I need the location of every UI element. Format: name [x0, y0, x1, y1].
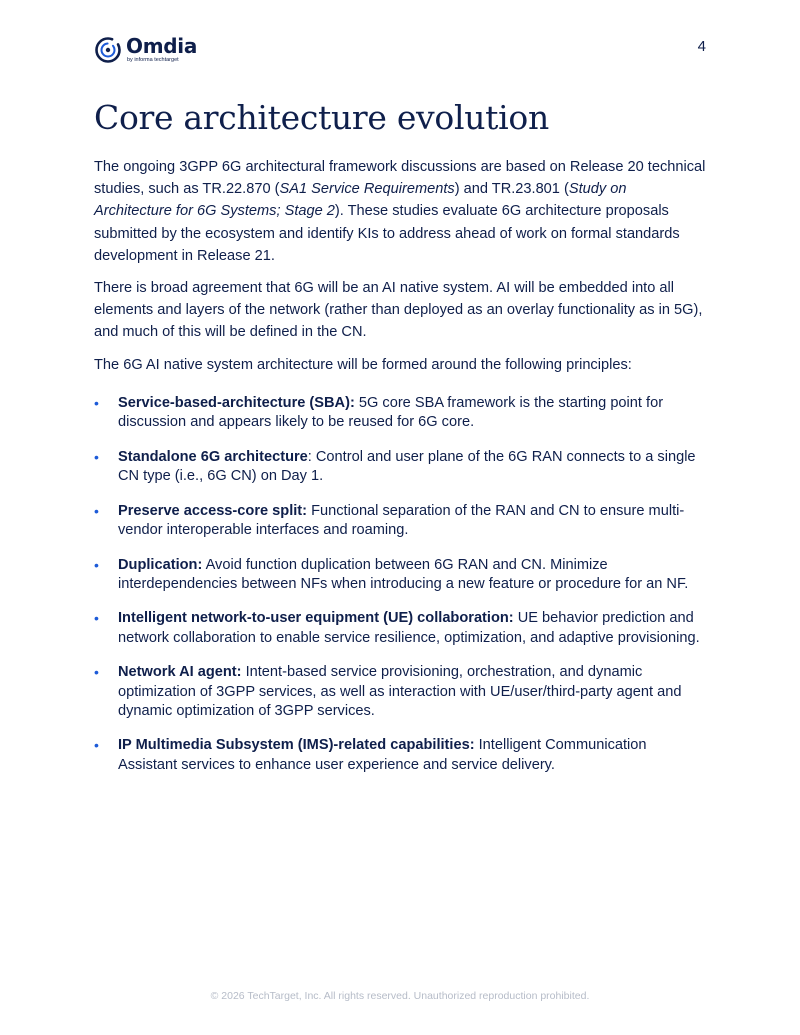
body-content — [94, 156, 706, 790]
principle-term: Intelligent network-to-user equipment (UE) collaboration: — [118, 610, 514, 627]
list-item — [94, 609, 706, 647]
principle-text: Intent-based service provisioning, orchestration, and dynamic optimization of 3GPP services, as well as interaction with UE/user/third-party agent and dynamic optimization of 3GPP services. — [118, 664, 682, 719]
list-item — [94, 502, 706, 540]
page-title: Core architecture evolution — [94, 98, 549, 137]
bullet-icon: • — [94, 737, 99, 754]
omdia-logo-icon — [94, 36, 122, 64]
bullet-icon: • — [94, 610, 99, 627]
list-item — [94, 394, 706, 432]
principle-text: Functional separation of the RAN and CN to ensure multi-vendor interoperable interfaces and roaming. — [118, 502, 685, 538]
logo-tagline: by informa techtarget — [127, 57, 179, 64]
principle-term: Standalone 6G architecture — [118, 448, 308, 465]
intro-text-2: ) and TR.23.801 ( — [454, 181, 569, 198]
principle-text: Avoid function duplication between 6G RAN and CN. Minimize interdependencies between NFs when introducing a new feature or procedure for an NF. — [118, 556, 689, 592]
omdia-logo — [94, 36, 197, 64]
intro-italic-2: Study on Architecture for 6G Systems; Stage 2 — [94, 181, 627, 220]
list-item — [94, 736, 706, 774]
principle-term: Service-based-architecture (SBA): — [118, 394, 355, 411]
intro-italic-1: SA1 Service Requirements — [279, 181, 455, 198]
ai-native-paragraph: There is broad agreement that 6G will be an AI native system. AI will be embedded into all elements and layers of the network (rather than deployed as an overlay functionality as in 5G), and much of this will be defined in the CN. — [94, 280, 703, 341]
list-item — [94, 556, 706, 594]
principle-text: 5G core SBA framework is the starting point for discussion and appears likely to be reused for 6G core. — [118, 394, 664, 431]
page-number: 4 — [697, 38, 706, 55]
principle-text: : Control and user plane of the 6G RAN connects to a single CN type (i.e., 6G CN) on Day 1. — [118, 448, 696, 484]
intro-paragraph — [94, 156, 706, 267]
logo-wordmark: Omdia — [126, 34, 198, 59]
intro-text-1: The ongoing 3GPP 6G architectural framework discussions are based on Release 20 technical studies, such as TR.22.870 ( — [94, 159, 706, 198]
principle-text: Intelligent Communication Assistant services to enhance user experience and service delivery. — [118, 737, 647, 773]
bullet-icon: • — [94, 664, 99, 681]
intro-text-3: ). These studies evaluate 6G architecture proposals submitted by the ecosystem and identify KIs to address ahead of work on formal standards development in Release 21. — [94, 203, 680, 264]
bullet-icon: • — [94, 448, 99, 465]
principle-text: UE behavior prediction and network collaboration to enable service resilience, optimization, and adaptive provisioning. — [118, 610, 700, 646]
principle-term: Duplication: — [118, 556, 203, 573]
principles-intro: The 6G AI native system architecture will be formed around the following principles: — [94, 356, 632, 373]
principle-term: IP Multimedia Subsystem (IMS)-related capabilities: — [118, 737, 475, 754]
principle-term: Network AI agent: — [118, 664, 242, 681]
bullet-icon: • — [94, 556, 99, 573]
bullet-icon: • — [94, 502, 99, 519]
list-item — [94, 663, 706, 721]
principles-list — [94, 394, 706, 775]
list-item — [94, 448, 706, 486]
copyright-footer: © 2026 TechTarget, Inc. All rights reserved. Unauthorized reproduction prohibited. — [210, 990, 590, 1002]
bullet-icon: • — [94, 394, 99, 411]
principle-term: Preserve access-core split: — [118, 502, 308, 519]
